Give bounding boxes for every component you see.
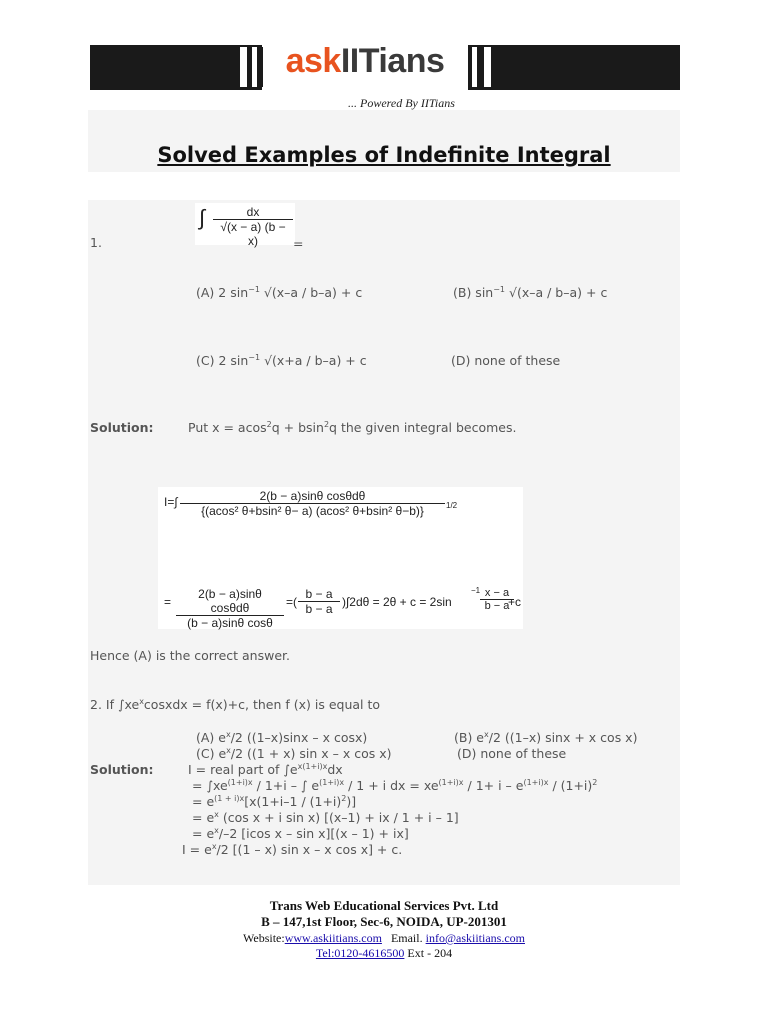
q2-solution-line-4: = $e^x$ (cos x + i sin x) [(x–1) + ix / 1 + i – 1]: [192, 809, 459, 825]
phone-link[interactable]: Tel:0120-4616500: [315, 946, 405, 960]
q1-derivation: I=∫ $\frac{\text{2(b − a)sinθ cosθdθ}}{\text{\{(acos² θ+bsin² θ− a) (acos² θ+bsin² θ−b)\}}}$ 1/2 = $\frac{\text{2(b − a)sinθ cosθdθ}}{\text{(b − a)sinθ cosθ}}$ =( $\frac{b - a}{b - a}$ )∫2dθ = 2θ + c = 2sin −1 $\frac{x - a}{b - a}$ +c: [158, 487, 523, 629]
logo: [262, 42, 468, 92]
logo-stripe-gap: [484, 47, 491, 87]
q2-solution-line-5: = $e^x/-2$ [icos x – sin x][(x – 1) + ix]: [192, 825, 409, 841]
q2-solution-line-3: = $e^{(1 + i)x}[x(1+i-1 / (1+i)^2)]$: [192, 793, 357, 809]
q2-option-b: (B) $e^x/2$ ((1–x) sinx + x cos x): [454, 729, 638, 745]
q1-answer: Hence (A) is the correct answer.: [90, 648, 290, 663]
q1-equals: =: [293, 236, 304, 251]
q1-solution-text: Put x = acos$^2$q + bsin$^2$q the given integral becomes.: [188, 419, 517, 435]
logo-stripe-gap: [252, 47, 257, 87]
logo-stripe-gap: [240, 47, 247, 87]
q2-solution-label: Solution:: [90, 762, 154, 777]
q2-solution-line-6: $I = e^x/2$ [(1 – x) sin x – x cos x] + c.: [182, 841, 403, 857]
page-title: Solved Examples of Indefinite Integral: [157, 143, 611, 167]
q1-option-b: (B) $\sin^{-1} √(x-a / b-a) + c$: [453, 284, 608, 300]
q2-solution-line-1: I = real part of $\int e^{x(1+i)x}dx$: [188, 761, 343, 777]
q2-option-d: (D) none of these: [457, 746, 567, 761]
tagline: ... Powered By IITians: [348, 96, 455, 110]
email-label: Email.: [390, 931, 423, 945]
phone-ext: Ext - 204: [407, 946, 453, 960]
footer-phone: [0, 946, 768, 961]
logo-text: askIITians: [285, 42, 445, 80]
q1-option-c: (C) 2 $\sin^{-1} √(x+a / b-a) + c$: [196, 352, 367, 368]
q1-solution-label: Solution:: [90, 420, 154, 435]
logo-stripe-gap: [472, 47, 477, 87]
website-link[interactable]: www.askiitians.com: [284, 931, 382, 945]
q1-number: 1.: [90, 235, 102, 250]
footer-contact: [0, 931, 768, 946]
q2-solution-line-2: = $\int xe^{(1+i)x} / 1+i$ – ∫ $e^{(1+i)x} / 1 + i$ dx = $xe^{(1+i)x} / 1+ i - e^{(1+i)x} / (1+i)^2$: [192, 777, 598, 793]
website-label: Website:: [243, 931, 285, 945]
q2-option-a: (A) $e^x/2$ ((1–x)sinx – x cosx): [196, 729, 368, 745]
q1-integral: ∫ $\frac{dx}{√(x - a) (b - x)}$: [195, 203, 295, 245]
q1-option-a: (A) 2 $\sin^{-1} √(x-a / b-a) + c$: [196, 284, 363, 300]
email-link[interactable]: info@askiitians.com: [425, 931, 525, 945]
footer-address: B – 147,1st Floor, Sec-6, NOIDA, UP-201301: [261, 914, 507, 929]
q2-option-c: (C) $e^x/2$ ((1 + x) sin x – x cos x): [196, 745, 392, 761]
footer-company: Trans Web Educational Services Pvt. Ltd: [269, 898, 499, 913]
q2-question: 2. If $\int xe^xcosxdx = f(x)+c$, then f (x) is equal to: [90, 696, 381, 712]
q1-option-d: (D) none of these: [451, 353, 561, 368]
content-gap: [88, 172, 680, 200]
